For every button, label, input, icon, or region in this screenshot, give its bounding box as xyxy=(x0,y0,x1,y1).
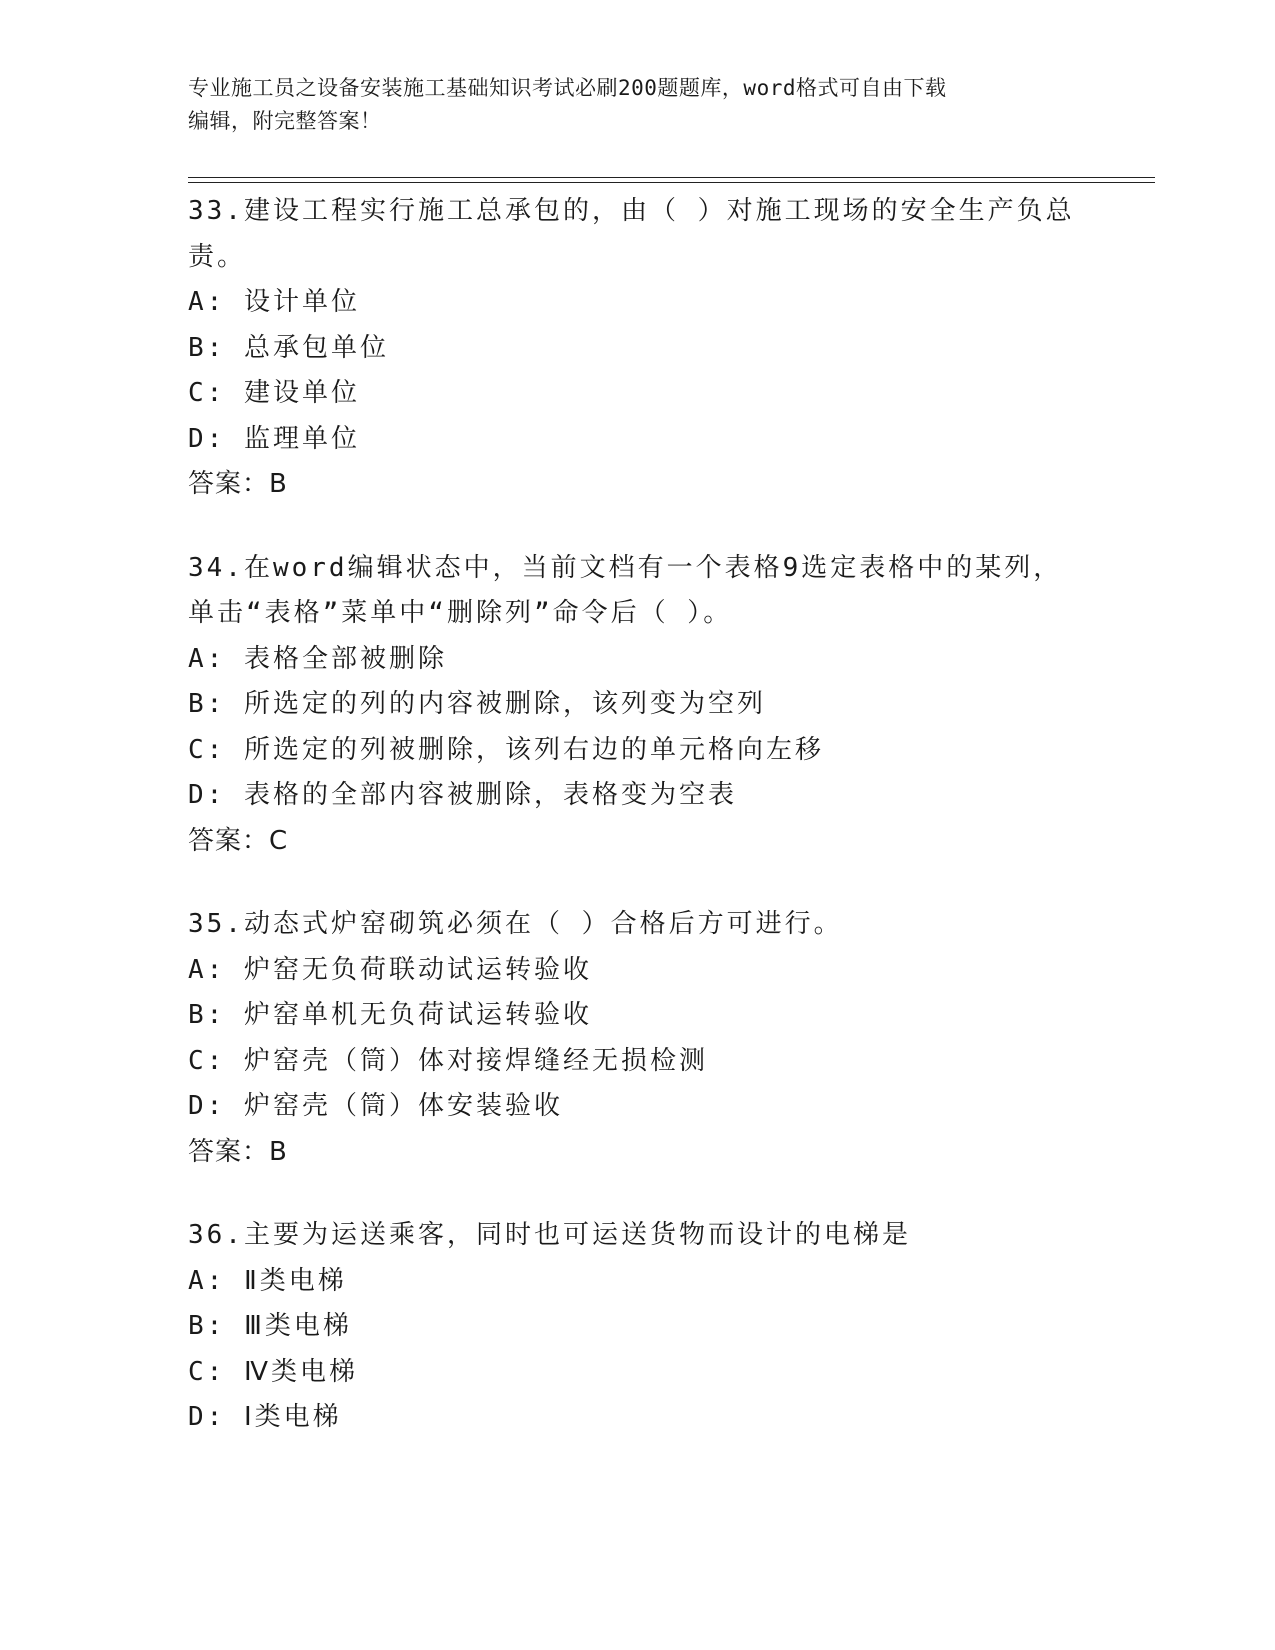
question-stem: 单击“表格”菜单中“删除列”命令后（ ）。 xyxy=(188,598,733,628)
option-d: D: 表格的全部内容被删除，表格变为空表 xyxy=(188,780,737,810)
question-stem: 36.主要为运送乘客，同时也可运送货物而设计的电梯是 xyxy=(188,1220,911,1250)
option-a: A: Ⅱ类电梯 xyxy=(188,1265,347,1296)
option-c: C: 所选定的列被删除，该列右边的单元格向左移 xyxy=(188,734,824,765)
document-header xyxy=(188,72,1088,138)
question-34 xyxy=(188,546,1088,865)
answer: 答案：C xyxy=(188,825,289,856)
option-d: D: Ⅰ类电梯 xyxy=(188,1402,342,1432)
answer: 答案：B xyxy=(188,469,288,499)
option-c: C: 炉窑壳（筒）体对接焊缝经无损检测 xyxy=(188,1045,708,1076)
question-33 xyxy=(188,189,1088,508)
header-divider-bottom xyxy=(188,182,1155,183)
option-a: A: 炉窑无负荷联动试运转验收 xyxy=(188,954,592,985)
question-list xyxy=(188,189,1088,1479)
question-stem: 33.建设工程实行施工总承包的，由（ ）对施工现场的安全生产负总 xyxy=(188,196,1075,226)
option-a: A: 表格全部被删除 xyxy=(188,643,447,674)
header-line-1: 专业施工员之设备安装施工基础知识考试必刷200题题库，word格式可自由下载 xyxy=(188,76,947,100)
option-d: D: 监理单位 xyxy=(188,423,360,454)
option-b: B: 所选定的列的内容被删除，该列变为空列 xyxy=(188,689,766,719)
question-stem: 34.在word编辑状态中，当前文档有一个表格9选定表格中的某列， xyxy=(188,552,1063,583)
option-d: D: 炉窑壳（筒）体安装验收 xyxy=(188,1091,563,1121)
option-c: C: 建设单位 xyxy=(188,378,360,408)
option-c: C: Ⅳ类电梯 xyxy=(188,1356,358,1387)
option-a: A: 设计单位 xyxy=(188,287,360,317)
option-b: B: 炉窑单机无负荷试运转验收 xyxy=(188,1000,592,1030)
option-b: B: 总承包单位 xyxy=(188,332,389,363)
answer: 答案：B xyxy=(188,1136,288,1167)
question-36 xyxy=(188,1213,1088,1441)
question-35 xyxy=(188,902,1088,1175)
question-stem: 35.动态式炉窑砌筑必须在（ ）合格后方可进行。 xyxy=(188,909,843,939)
question-stem: 责。 xyxy=(188,241,247,272)
header-divider-top xyxy=(188,177,1155,178)
header-line-2: 编辑，附完整答案！ xyxy=(188,109,382,133)
option-b: B: Ⅲ类电梯 xyxy=(188,1311,352,1341)
